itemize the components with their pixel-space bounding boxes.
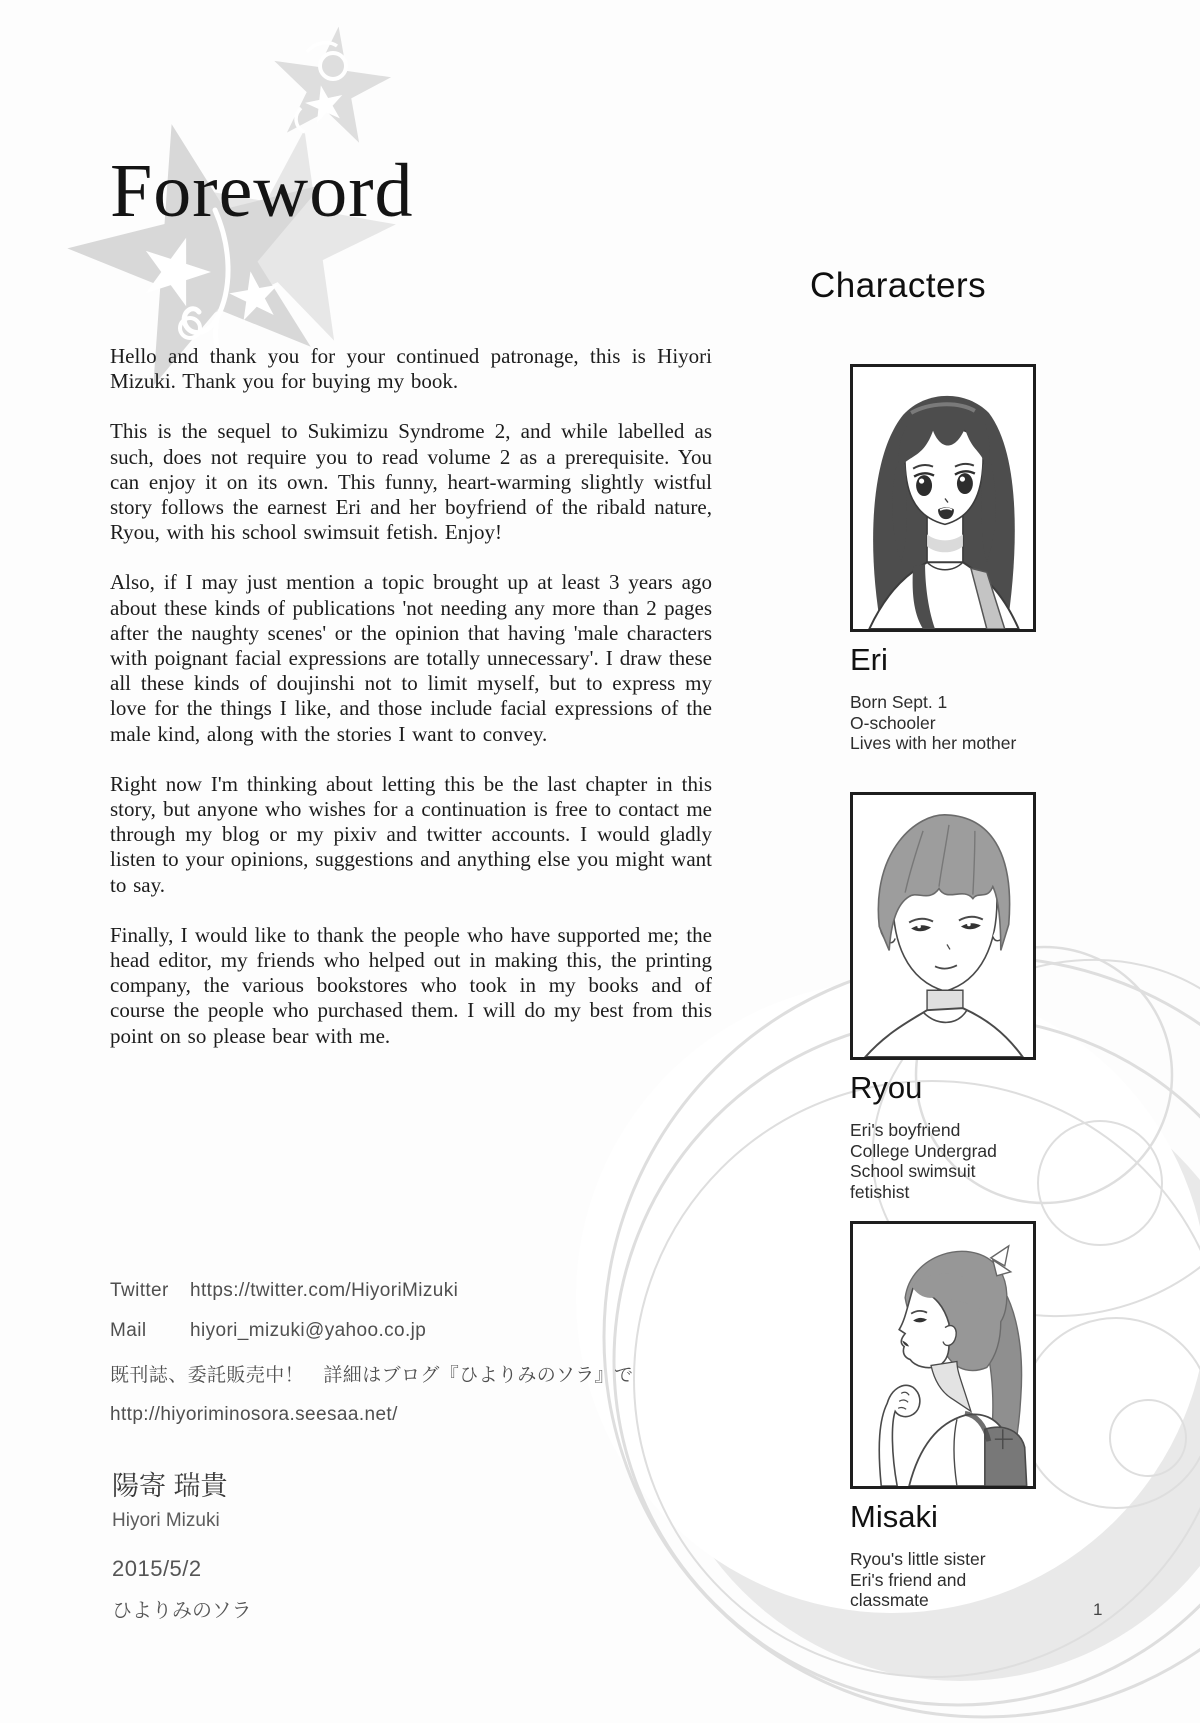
page-number: 1 [1093,1600,1103,1619]
twitter-url: https://twitter.com/HiyoriMizuki [190,1280,459,1301]
foreword-paragraph-4: Right now I'm thinking about letting this be the last chapter in this story, but anyone who wishes for a continuation is free to contact me through my blog or my pixiv and twitter accounts. I would gladly listen to your opinions, suggestions and anything else you might want to say. [110,771,712,897]
consignment-note-jp: 既刊誌、委託販売中！ 詳細はブログ『ひよりみのソラ』で [110,1365,634,1386]
publication-date: 2015/5/2 [112,1556,202,1581]
character-detail-line: Ryou's little sister [850,1549,986,1569]
character-card-eri [850,364,1036,754]
character-name-ryou: Ryou [850,1070,923,1105]
misaki-portrait [853,1224,1033,1486]
character-card-misaki [850,1221,1036,1611]
character-name-misaki: Misaki [850,1499,938,1534]
character-name-eri: Eri [850,642,888,677]
character-detail-line: School swimsuit fetishist [850,1161,976,1202]
mail-label: Mail [110,1320,147,1341]
ryou-portrait [853,795,1033,1057]
character-details-eri [850,692,1036,754]
mail-address: hiyori_mizuki@yahoo.co.jp [190,1320,427,1341]
mail-row [110,1320,633,1342]
author-name-jp: 陽寄 瑞貴 [112,1471,228,1501]
eri-portrait [853,367,1033,629]
author-name-romaji: Hiyori Mizuki [112,1510,220,1531]
character-card-ryou [850,792,1036,1202]
circle-name: ひよりみのソラ [112,1600,252,1622]
character-detail-line: O-schooler [850,712,936,733]
character-detail-line: Lives with her mother [850,733,1017,753]
page-title: Foreword [110,149,414,233]
blog-url: http://hiyoriminosora.seesaa.net/ [110,1404,398,1425]
character-detail-line: Born Sept. 1 [850,692,948,712]
foreword-paragraph-2: This is the sequel to Sukimizu Syndrome 2, and while labelled as such, does not require you to read volume 2 as a prerequisite. You can enjoy it on its own. This funny, heart-warming slightly wistful story follows the earnest Eri and her boyfriend of the ribald nature, Ryou, with his school swimsuit fetish. Enjoy! [110,419,712,545]
foreword-paragraph-5: Finally, I would like to thank the people who have supported me; the head editor, my friends who helped out in making this, the printing company, the various bookstores who took in my books and of course the people who purchased them. I will do my best from this point on so please bear with me. [110,922,712,1048]
character-detail-line: Eri's friend and classmate [850,1569,967,1610]
characters-heading: Characters [810,266,987,305]
foreword-paragraph-1: Hello and thank you for your continued patronage, this is Hiyori Mizuki. Thank you for buying my book. [110,344,712,394]
character-details-misaki [850,1549,1036,1611]
ryou-portrait-frame [850,792,1036,1060]
twitter-label: Twitter [110,1280,169,1301]
character-detail-line: Eri's boyfriend [850,1120,961,1140]
foreword-body [110,344,712,1049]
foreword-paragraph-3: Also, if I may just mention a topic brought up at least 3 years ago about these kinds of publications 'not needing any more than 2 pages after the naughty scenes' or the opinion that having 'male characters with poignant facial expressions are totally unnecessary'. I draw these all these kinds of doujinshi not to limit myself, but to express my love for the things I like, and those include facial expressions of the male kind, along with the stories I want to convey. [110,570,712,746]
character-detail-line: College Undergrad [850,1140,997,1161]
author-block [112,1464,252,1623]
eri-portrait-frame [850,364,1036,632]
twitter-row [110,1280,633,1302]
misaki-portrait-frame [850,1221,1036,1489]
contact-block [110,1280,633,1426]
character-details-ryou [850,1120,1036,1202]
